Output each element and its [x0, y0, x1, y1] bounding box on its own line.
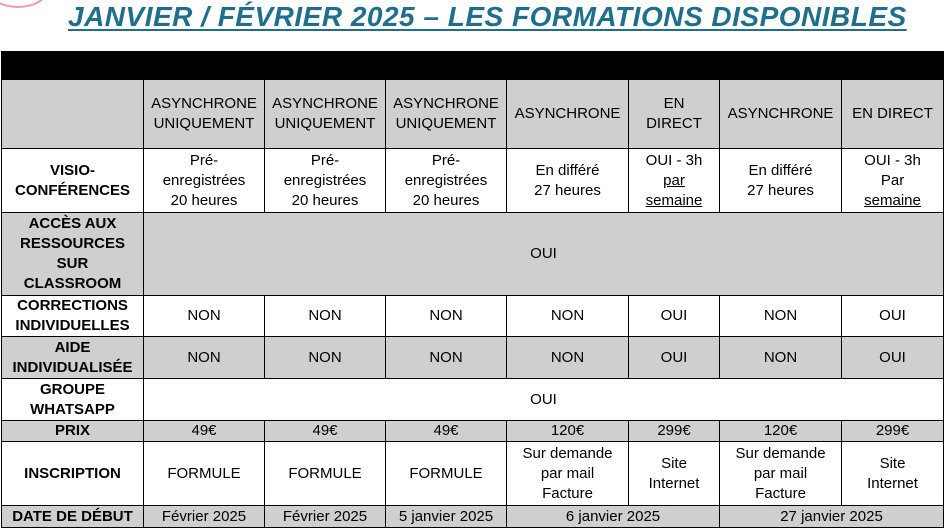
corrections-row	[2, 296, 944, 337]
prix-cell: 49€	[144, 421, 265, 442]
prix-row	[2, 421, 944, 442]
corrections-cell: NON	[386, 296, 507, 337]
mode-cell: EN DIRECT	[842, 80, 944, 149]
mode-label-cell	[2, 80, 144, 149]
formations-table	[1, 51, 944, 528]
groupe-row	[2, 379, 944, 421]
inscription-cell: Sur demande par mail Facture	[507, 442, 629, 506]
row-label-prix: PRIX	[2, 421, 144, 442]
page-title: JANVIER / FÉVRIER 2025 – LES FORMATIONS DISPONIBLES	[68, 1, 907, 32]
corrections-cell: OUI	[629, 296, 720, 337]
prix-cell: 120€	[507, 421, 629, 442]
visio-cell: OUI - 3h Par semaine	[842, 149, 944, 213]
date-cell: Février 2025	[265, 506, 386, 528]
page-header	[0, 0, 944, 50]
corrections-cell: NON	[265, 296, 386, 337]
date-cell: 5 janvier 2025	[386, 506, 507, 528]
mode-cell: ASYNCHRONE UNIQUEMENT	[144, 80, 265, 149]
groupe-value: OUI	[144, 379, 944, 421]
row-label-groupe: GROUPE WHATSAPP	[2, 379, 144, 421]
visio-cell: En différé 27 heures	[720, 149, 842, 213]
aide-cell: OUI	[842, 337, 944, 379]
visio-cell: Pré- enregistrées 20 heures	[144, 149, 265, 213]
inscription-cell: Sur demande par mail Facture	[720, 442, 842, 506]
inscription-row	[2, 442, 944, 506]
aide-cell: NON	[144, 337, 265, 379]
acces-row	[2, 213, 944, 296]
prix-cell: 299€	[629, 421, 720, 442]
visio-cell: Pré- enregistrées 20 heures	[386, 149, 507, 213]
date-cell: 6 janvier 2025	[507, 506, 720, 528]
header-blank-cell	[2, 52, 144, 80]
visio-cell: Pré- enregistrées 20 heures	[265, 149, 386, 213]
aide-cell: NON	[720, 337, 842, 379]
aide-cell: OUI	[629, 337, 720, 379]
corrections-cell: NON	[144, 296, 265, 337]
prix-cell: 49€	[386, 421, 507, 442]
visio-cell: OUI - 3h par semaine	[629, 149, 720, 213]
corrections-cell: NON	[507, 296, 629, 337]
row-label-acces: ACCÈS AUX RESSOURCES SUR CLASSROOM	[2, 213, 144, 296]
mode-cell: EN DIRECT	[629, 80, 720, 149]
aide-cell: NON	[265, 337, 386, 379]
column-header-dalf-c2: DALF C2	[720, 52, 944, 80]
inscription-cell: Site Internet	[842, 442, 944, 506]
column-header-delf-b1: DELF B1	[265, 52, 386, 80]
row-label-visio: VISIO- CONFÉRENCES	[2, 149, 144, 213]
inscription-cell: FORMULE	[265, 442, 386, 506]
date-row	[2, 506, 944, 528]
inscription-cell: FORMULE	[386, 442, 507, 506]
visio-row	[2, 149, 944, 213]
row-label-aide: AIDE INDIVIDUALISÉE	[2, 337, 144, 379]
inscription-cell: Site Internet	[629, 442, 720, 506]
corrections-cell: NON	[720, 296, 842, 337]
column-header-dalf-c1: DALF CI	[507, 52, 720, 80]
aide-row	[2, 337, 944, 379]
prix-cell: 299€	[842, 421, 944, 442]
mode-cell: ASYNCHRONE	[720, 80, 842, 149]
row-label-corrections: CORRECTIONS INDIVIDUELLES	[2, 296, 144, 337]
logo-partial	[0, 0, 50, 8]
mode-cell: ASYNCHRONE UNIQUEMENT	[265, 80, 386, 149]
row-label-date: DATE DE DÉBUT	[2, 506, 144, 528]
date-cell: Février 2025	[144, 506, 265, 528]
visio-cell: En différé 27 heures	[507, 149, 629, 213]
row-label-inscription: INSCRIPTION	[2, 442, 144, 506]
aide-cell: NON	[507, 337, 629, 379]
mode-cell: ASYNCHRONE	[507, 80, 629, 149]
column-header-delf-a2: DELF A2	[144, 52, 265, 80]
prix-cell: 120€	[720, 421, 842, 442]
acces-value: OUI	[144, 213, 944, 296]
date-cell: 27 janvier 2025	[720, 506, 944, 528]
corrections-cell: OUI	[842, 296, 944, 337]
header-row	[2, 52, 944, 80]
prix-cell: 49€	[265, 421, 386, 442]
inscription-cell: FORMULE	[144, 442, 265, 506]
column-header-delf-b2: DELF B2	[386, 52, 507, 80]
mode-cell: ASYNCHRONE UNIQUEMENT	[386, 80, 507, 149]
aide-cell: NON	[386, 337, 507, 379]
mode-row	[2, 80, 944, 149]
